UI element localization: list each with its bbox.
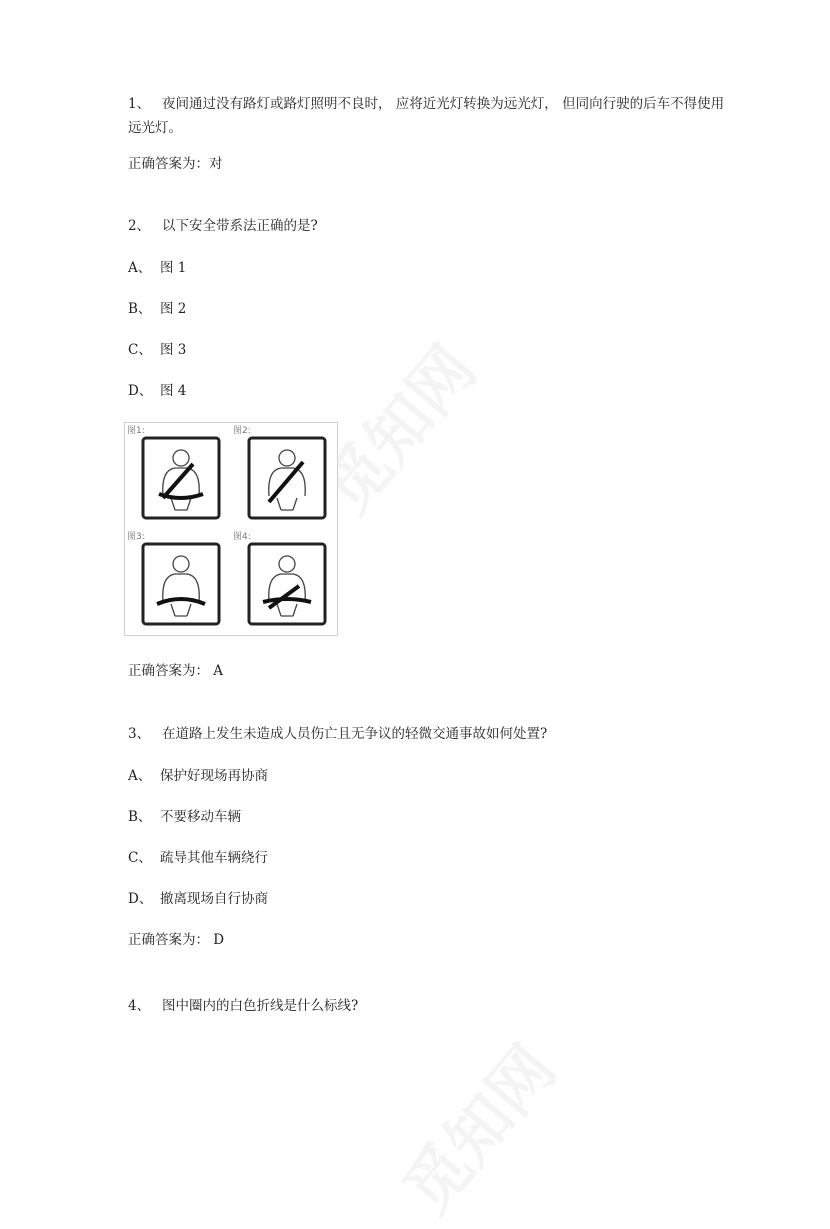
option-label: B、 [128, 301, 152, 317]
figure-label: 图4: [233, 532, 251, 542]
answer-1 [128, 154, 223, 174]
figure-panel-4 [231, 529, 337, 635]
option-d[interactable] [128, 381, 186, 401]
option-text: 图 1 [160, 260, 187, 276]
option-text: 疏导其他车辆绕行 [160, 850, 268, 866]
question-2 [128, 216, 318, 236]
answer-value: D [213, 932, 225, 948]
question-3 [128, 724, 547, 744]
figure-label: 图3: [127, 532, 145, 542]
option-label: B、 [128, 809, 152, 825]
answer-2 [128, 661, 223, 681]
seatbelt-lap-only-icon [141, 542, 221, 626]
answer-3 [128, 930, 224, 950]
option-d[interactable] [128, 889, 268, 909]
option-b[interactable] [128, 299, 186, 319]
answer-value: 对 [209, 156, 223, 172]
question-number: 4、 [128, 998, 151, 1014]
seatbelt-correct-icon [141, 436, 221, 520]
question-text: 图中圈内的白色折线是什么标线? [162, 998, 359, 1014]
answer-label: 正确答案为： [128, 156, 209, 172]
seatbelt-shoulder-only-icon [247, 436, 327, 520]
option-label: A、 [128, 260, 152, 276]
question-text: 在道路上发生未造成人员伤亡且无争议的轻微交通事故如何处置? [162, 726, 548, 742]
seatbelt-figure [124, 422, 338, 636]
option-text: 不要移动车辆 [160, 809, 241, 825]
option-label: D、 [128, 383, 153, 399]
option-c[interactable] [128, 848, 268, 868]
question-text: 以下安全带系法正确的是? [162, 218, 318, 234]
option-a[interactable] [128, 258, 186, 278]
option-text: 撤离现场自行协商 [160, 891, 268, 907]
figure-panel-2 [231, 423, 337, 529]
figure-label: 图1: [127, 426, 145, 436]
watermark [379, 1023, 573, 1229]
option-label: A、 [128, 768, 152, 784]
question-number: 1、 [128, 96, 151, 112]
figure-panel-1 [125, 423, 231, 529]
option-a[interactable] [128, 766, 268, 786]
question-text: 夜间通过没有路灯或路灯照明不良时， 应将近光灯转换为远光灯， 但同向行驶的后车不得使用远光灯。 [128, 96, 725, 136]
question-number: 3、 [128, 726, 151, 742]
option-label: D、 [128, 891, 153, 907]
figure-label: 图2: [233, 426, 251, 436]
question-4 [128, 996, 358, 1016]
option-text: 图 3 [160, 342, 187, 358]
answer-value: A [213, 663, 224, 679]
option-text: 图 4 [160, 383, 187, 399]
question-1 [128, 92, 728, 140]
answer-label: 正确答案为： [128, 663, 209, 679]
answer-label: 正确答案为： [128, 932, 209, 948]
option-label: C、 [128, 342, 152, 358]
option-text: 保护好现场再协商 [160, 768, 268, 784]
option-label: C、 [128, 850, 152, 866]
option-b[interactable] [128, 807, 241, 827]
option-text: 图 2 [160, 301, 187, 317]
option-c[interactable] [128, 340, 186, 360]
figure-panel-3 [125, 529, 231, 635]
question-number: 2、 [128, 218, 151, 234]
seatbelt-low-icon [247, 542, 327, 626]
